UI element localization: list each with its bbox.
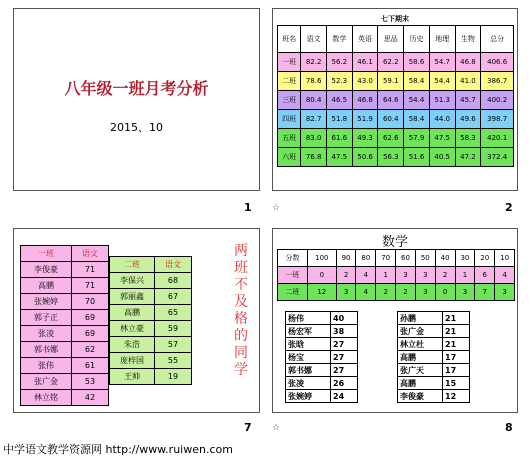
table-cell: 2	[396, 284, 416, 301]
table-row	[286, 325, 358, 338]
table-cell: 杨宏军	[286, 325, 331, 338]
table-cell: 郭丽鑫	[110, 289, 155, 305]
table-row	[110, 321, 192, 337]
table-row	[21, 278, 109, 294]
table-cell: 62.6	[378, 129, 404, 148]
table-cell: 58.6	[404, 53, 430, 72]
table-cell: 高鹏	[110, 305, 155, 321]
class1-fail-table	[20, 245, 109, 406]
table-cell: 杨宝	[286, 351, 331, 364]
table-row	[398, 364, 470, 377]
math-list-left	[285, 311, 358, 403]
table-cell: 17	[443, 351, 470, 364]
table-cell: 2	[435, 267, 455, 284]
table-row	[110, 353, 192, 369]
table-cell: 41.0	[455, 72, 481, 91]
vertical-caption: 两班不及格的同学	[234, 243, 248, 378]
table-cell: 27	[331, 364, 358, 377]
table-cell: 郭子正	[21, 310, 72, 326]
table-row	[278, 26, 514, 53]
table-cell: 庞梓国	[110, 353, 155, 369]
table-cell: 朱浩	[110, 337, 155, 353]
table-cell: 398.7	[481, 110, 514, 129]
table-cell: 40	[331, 312, 358, 325]
table-cell: 53	[72, 374, 109, 390]
table-cell: 61.6	[326, 129, 352, 148]
table-cell: 82.7	[301, 110, 327, 129]
table-cell: 张晗	[286, 338, 331, 351]
table-cell: 40.5	[429, 148, 455, 167]
table-cell: 49.3	[352, 129, 378, 148]
table-cell: 70	[72, 294, 109, 310]
table-cell: 三班	[278, 91, 301, 110]
table-cell: 4	[356, 267, 376, 284]
table-cell: 69	[72, 310, 109, 326]
table-row	[398, 312, 470, 325]
table-row	[278, 250, 515, 267]
table-cell: 71	[72, 278, 109, 294]
table-row	[21, 374, 109, 390]
table-cell: 3	[396, 267, 416, 284]
table-cell: 70	[376, 250, 396, 267]
table-cell: 生物	[455, 26, 481, 53]
table-cell: 56.3	[378, 148, 404, 167]
table-cell: 英语	[352, 26, 378, 53]
table-cell: 李俊豪	[398, 390, 443, 403]
table-row	[21, 358, 109, 374]
table-cell: 90	[336, 250, 356, 267]
table-cell: 19	[155, 369, 192, 385]
table-cell: 高鹏	[398, 351, 443, 364]
table-cell: 二班	[278, 284, 308, 301]
table-row	[110, 257, 192, 273]
table-cell: 2	[336, 267, 356, 284]
table-cell: 58.4	[404, 72, 430, 91]
table-cell: 56.2	[326, 53, 352, 72]
table-row	[21, 326, 109, 342]
table-cell: 51.8	[326, 110, 352, 129]
table-cell: 3	[415, 284, 435, 301]
table-cell: 78.6	[301, 72, 327, 91]
table-cell: 68	[155, 273, 192, 289]
class2-fail-table	[109, 256, 192, 385]
table-cell: 26	[331, 377, 358, 390]
table-row	[278, 267, 515, 284]
scores-table	[277, 25, 514, 167]
table-cell: 班名	[278, 26, 301, 53]
table-cell: 4	[356, 284, 376, 301]
table-cell: 地理	[429, 26, 455, 53]
table-cell: 林立杜	[398, 338, 443, 351]
table-cell: 30	[455, 250, 475, 267]
table-row	[21, 310, 109, 326]
table-cell: 54.7	[429, 53, 455, 72]
table-row	[110, 337, 192, 353]
table-cell: 12	[307, 284, 336, 301]
math-distribution-table	[277, 249, 515, 301]
table-row	[286, 351, 358, 364]
table-cell: 一班	[278, 53, 301, 72]
table-cell: 历史	[404, 26, 430, 53]
table-cell: 李俊豪	[21, 262, 72, 278]
table-row	[286, 390, 358, 403]
table-cell: 张凌	[286, 377, 331, 390]
table-row	[278, 91, 514, 110]
table-cell: 69	[72, 326, 109, 342]
table-cell: 林立豪	[110, 321, 155, 337]
table-cell: 47.5	[429, 129, 455, 148]
slide-number: 7	[244, 421, 252, 434]
table-cell: 57.9	[404, 129, 430, 148]
star-icon: ☆	[272, 423, 281, 433]
table-cell: 分数	[278, 250, 308, 267]
table-cell: 0	[435, 284, 455, 301]
table-cell: 林立铭	[21, 390, 72, 406]
table-cell: 58.3	[455, 129, 481, 148]
table-cell: 杨伟	[286, 312, 331, 325]
slide-thumbnail-7[interactable]	[13, 228, 260, 413]
table-cell: 语文	[301, 26, 327, 53]
table-cell: 五班	[278, 129, 301, 148]
table-row	[398, 325, 470, 338]
table-cell: 15	[443, 377, 470, 390]
table-cell: 孙鹏	[398, 312, 443, 325]
table-cell: 386.7	[481, 72, 514, 91]
table-cell: 郭书娜	[21, 342, 72, 358]
table-cell: 3	[495, 284, 515, 301]
table-row	[286, 377, 358, 390]
table-cell: 李保兴	[110, 273, 155, 289]
table-cell: 六班	[278, 148, 301, 167]
table-cell: 1	[455, 267, 475, 284]
table-cell: 51.3	[429, 91, 455, 110]
table-cell: 张广天	[398, 364, 443, 377]
table-row	[286, 312, 358, 325]
table-cell: 45.7	[455, 91, 481, 110]
slide4-title: 数学	[381, 235, 408, 250]
table-row	[110, 273, 192, 289]
table-cell: 64.6	[378, 91, 404, 110]
table-cell: 思品	[378, 26, 404, 53]
table-cell: 6	[475, 267, 495, 284]
table-cell: 语文	[72, 246, 109, 262]
table-cell: 71	[72, 262, 109, 278]
table-cell: 46.8	[455, 53, 481, 72]
table-cell: 67	[155, 289, 192, 305]
table-cell: 0	[307, 267, 336, 284]
footer-watermark: 中学语文教学资源网 http://www.ruiwen.com	[3, 443, 233, 456]
table-cell: 张伟	[21, 358, 72, 374]
table-cell: 50.6	[352, 148, 378, 167]
table-cell: 47.2	[455, 148, 481, 167]
table-row	[398, 338, 470, 351]
table-cell: 58.4	[404, 110, 430, 129]
table-cell: 60	[396, 250, 416, 267]
table-cell: 55	[155, 353, 192, 369]
table-cell: 47.5	[326, 148, 352, 167]
table-row	[110, 289, 192, 305]
table-cell: 400.2	[481, 91, 514, 110]
table-row	[286, 338, 358, 351]
table-cell: 二班	[278, 72, 301, 91]
table-cell: 49.6	[455, 110, 481, 129]
table-cell: 65	[155, 305, 192, 321]
table-row	[278, 284, 515, 301]
slide-number: 1	[244, 201, 252, 214]
table-cell: 1	[376, 267, 396, 284]
table-cell: 3	[415, 267, 435, 284]
table-cell: 21	[443, 312, 470, 325]
table-cell: 3	[336, 284, 356, 301]
table-cell: 80	[356, 250, 376, 267]
table-cell: 46.1	[352, 53, 378, 72]
table-row	[110, 369, 192, 385]
slide-number: 2	[505, 201, 513, 214]
table-cell: 数学	[326, 26, 352, 53]
slide-thumbnail-2[interactable]	[272, 8, 518, 191]
table-cell: 24	[331, 390, 358, 403]
table-cell: 21	[443, 338, 470, 351]
table-cell: 20	[475, 250, 495, 267]
star-icon: ☆	[272, 203, 281, 213]
table-cell: 二班	[110, 257, 155, 273]
table-row	[286, 364, 358, 377]
table-cell: 46.8	[352, 91, 378, 110]
table-cell: 四班	[278, 110, 301, 129]
slide-thumbnail-1[interactable]	[13, 8, 260, 191]
table-cell: 40	[435, 250, 455, 267]
table-row	[398, 377, 470, 390]
table-cell: 50	[415, 250, 435, 267]
table-cell: 60.4	[378, 110, 404, 129]
table-cell: 51.9	[352, 110, 378, 129]
table-cell: 张广金	[21, 374, 72, 390]
table-cell: 17	[443, 364, 470, 377]
table-cell: 59	[155, 321, 192, 337]
table-cell: 100	[307, 250, 336, 267]
table-row	[21, 246, 109, 262]
table-cell: 38	[331, 325, 358, 338]
math-list-right	[397, 311, 470, 403]
table-cell: 21	[443, 325, 470, 338]
slide2-caption: 七下期末	[381, 15, 409, 23]
table-cell: 王帅	[110, 369, 155, 385]
table-cell: 郭书娜	[286, 364, 331, 377]
table-row	[278, 148, 514, 167]
table-cell: 44.0	[429, 110, 455, 129]
table-cell: 83.0	[301, 129, 327, 148]
table-cell: 76.8	[301, 148, 327, 167]
table-row	[21, 294, 109, 310]
table-cell: 406.6	[481, 53, 514, 72]
table-cell: 张广金	[398, 325, 443, 338]
table-cell: 52.3	[326, 72, 352, 91]
table-cell: 54.4	[404, 91, 430, 110]
slide1-date: 2015、10	[110, 121, 163, 134]
table-cell: 420.1	[481, 129, 514, 148]
table-cell: 59.1	[378, 72, 404, 91]
table-cell: 3	[455, 284, 475, 301]
table-cell: 一班	[21, 246, 72, 262]
table-cell: 57	[155, 337, 192, 353]
table-cell: 7	[475, 284, 495, 301]
table-cell: 82.2	[301, 53, 327, 72]
table-cell: 27	[331, 338, 358, 351]
table-cell: 46.5	[326, 91, 352, 110]
table-row	[21, 342, 109, 358]
table-cell: 一班	[278, 267, 308, 284]
table-cell: 62	[72, 342, 109, 358]
slide-number: 8	[505, 421, 513, 434]
table-cell: 总分	[481, 26, 514, 53]
table-cell: 10	[495, 250, 515, 267]
table-row	[21, 390, 109, 406]
table-row	[398, 351, 470, 364]
table-cell: 51.6	[404, 148, 430, 167]
table-cell: 4	[495, 267, 515, 284]
slide1-title: 八年级一班月考分析	[64, 79, 209, 98]
table-cell: 高鹏	[398, 377, 443, 390]
table-row	[21, 262, 109, 278]
table-cell: 54.4	[429, 72, 455, 91]
table-row	[278, 53, 514, 72]
slide-thumbnail-8[interactable]	[272, 228, 518, 413]
table-cell: 62.2	[378, 53, 404, 72]
table-cell: 张凌	[21, 326, 72, 342]
table-row	[110, 305, 192, 321]
table-row	[278, 129, 514, 148]
table-row	[398, 390, 470, 403]
table-cell: 张婉婷	[286, 390, 331, 403]
table-cell: 372.4	[481, 148, 514, 167]
table-cell: 43.0	[352, 72, 378, 91]
table-cell: 80.4	[301, 91, 327, 110]
table-row	[278, 110, 514, 129]
table-row	[278, 72, 514, 91]
table-cell: 2	[376, 284, 396, 301]
table-cell: 高鹏	[21, 278, 72, 294]
table-cell: 42	[72, 390, 109, 406]
table-cell: 语文	[155, 257, 192, 273]
table-cell: 12	[443, 390, 470, 403]
table-cell: 张婉婷	[21, 294, 72, 310]
table-cell: 27	[331, 351, 358, 364]
table-cell: 61	[72, 358, 109, 374]
